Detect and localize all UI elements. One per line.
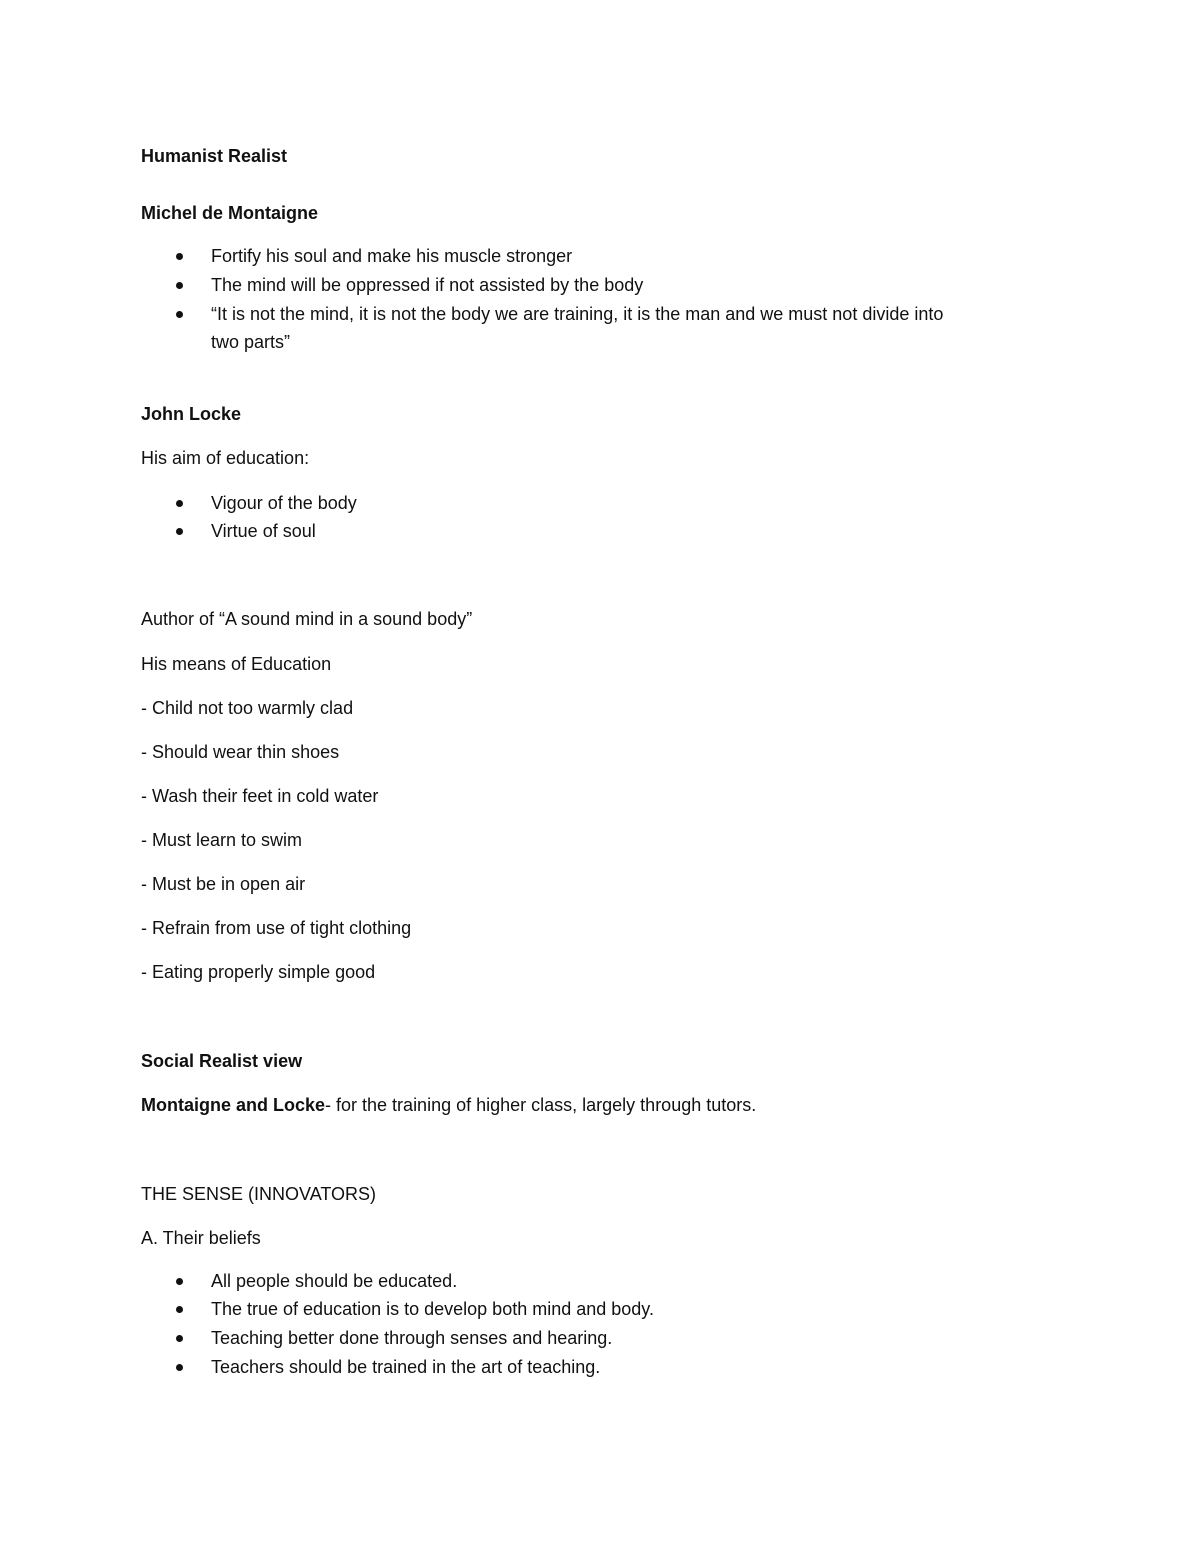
means-label: His means of Education	[141, 654, 332, 674]
heading-michel-de-montaigne: Michel de Montaigne	[141, 203, 319, 223]
belief-item: Teaching better done through senses and hearing.	[211, 1328, 613, 1348]
social-line-bold: Montaigne and Locke	[141, 1095, 326, 1115]
bullet-icon	[176, 500, 183, 507]
belief-item: All people should be educated.	[211, 1271, 458, 1291]
aim-label: His aim of education:	[141, 448, 310, 468]
means-item: - Child not too warmly clad	[141, 698, 354, 718]
means-item: - Should wear thin shoes	[141, 742, 340, 762]
belief-item: Teachers should be trained in the art of teaching.	[211, 1357, 601, 1377]
bullet-icon	[176, 1335, 183, 1342]
montaigne-point: “It is not the mind, it is not the body we are training, it is the man and we must not divide into	[211, 304, 944, 324]
montaigne-point: Fortify his soul and make his muscle stronger	[211, 246, 573, 266]
bullet-icon	[176, 1364, 183, 1371]
montaigne-point-continuation: two parts”	[211, 332, 291, 352]
means-item: - Eating properly simple good	[141, 962, 376, 982]
heading-john-locke: John Locke	[141, 404, 242, 424]
author-line: Author of “A sound mind in a sound body”	[141, 609, 473, 629]
bullet-icon	[176, 253, 183, 260]
beliefs-label: A. Their beliefs	[141, 1228, 261, 1248]
aim-point: Vigour of the body	[211, 493, 357, 513]
bullet-icon	[176, 1306, 183, 1313]
bullet-icon	[176, 311, 183, 318]
means-item: - Refrain from use of tight clothing	[141, 918, 412, 938]
heading-social-realist: Social Realist view	[141, 1051, 303, 1071]
bullet-icon	[176, 1278, 183, 1285]
bullet-icon	[176, 282, 183, 289]
sense-heading: THE SENSE (INNOVATORS)	[141, 1184, 377, 1204]
social-line-rest: - for the training of higher class, largely through tutors.	[325, 1095, 757, 1115]
montaigne-point: The mind will be oppressed if not assisted by the body	[211, 275, 644, 295]
means-item: - Must be in open air	[141, 874, 306, 894]
heading-humanist-realist: Humanist Realist	[141, 146, 288, 166]
bullet-icon	[176, 528, 183, 535]
belief-item: The true of education is to develop both mind and body.	[211, 1299, 654, 1319]
means-item: - Must learn to swim	[141, 830, 303, 850]
means-item: - Wash their feet in cold water	[141, 786, 379, 806]
aim-point: Virtue of soul	[211, 521, 316, 541]
social-line	[141, 1094, 756, 1116]
